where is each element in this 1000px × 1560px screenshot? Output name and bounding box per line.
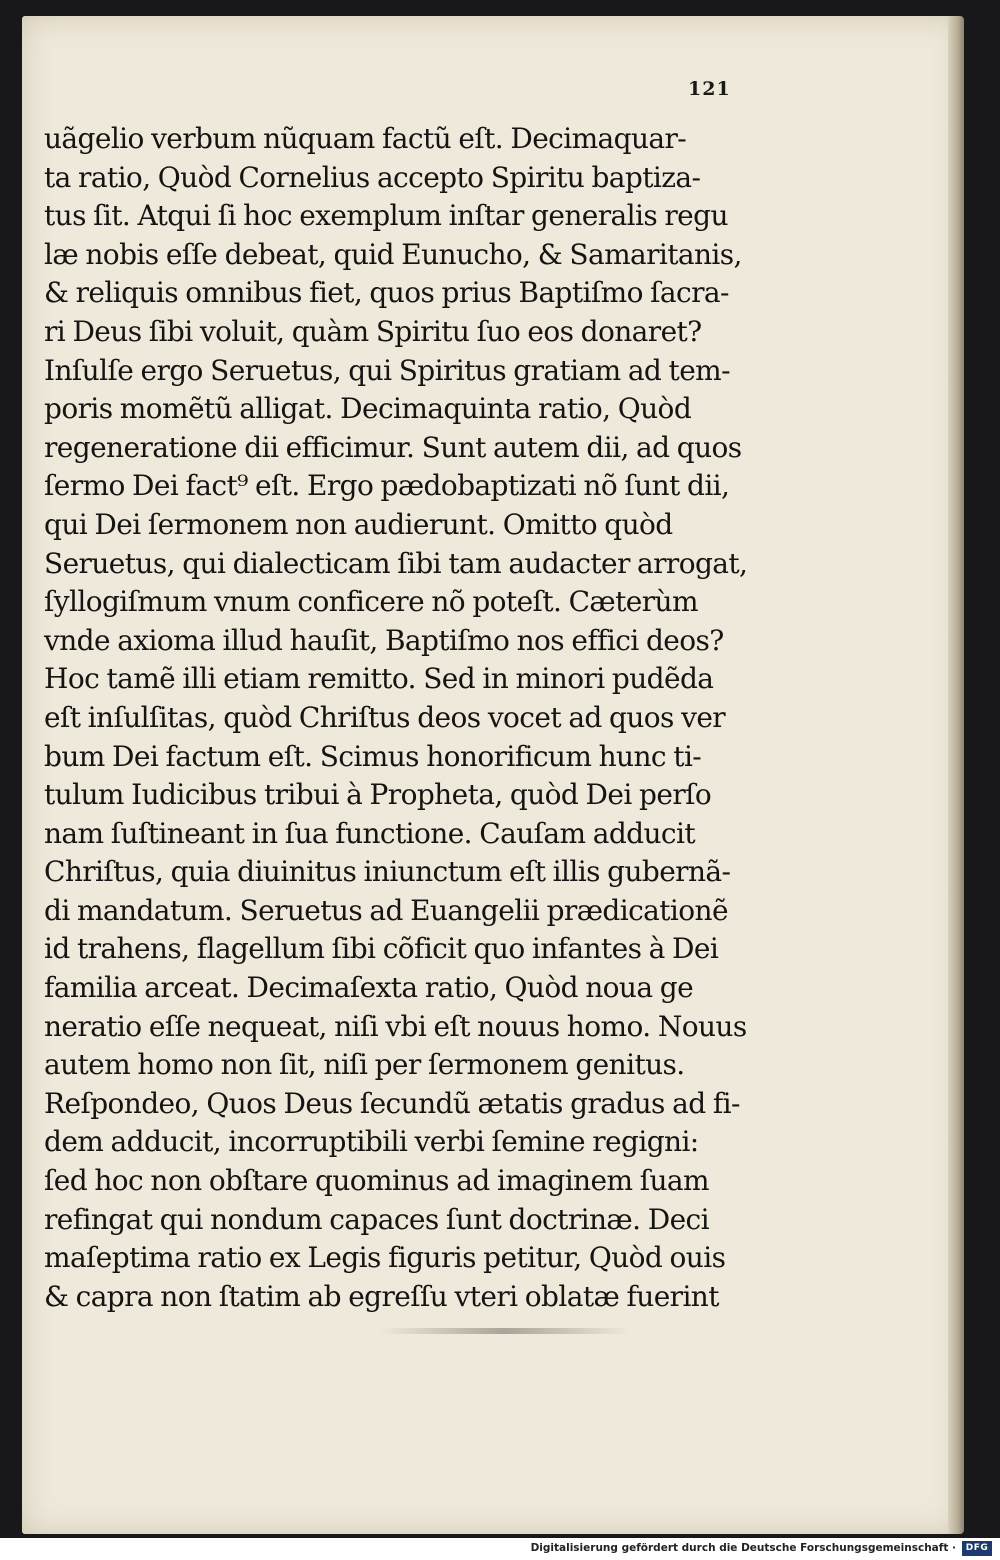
text-line: Hoc tamẽ illi etiam remitto. Sed in minori pudẽda: [44, 662, 714, 696]
text-line: ta ratio, Quòd Cornelius accepto Spiritu baptiza-: [44, 160, 701, 194]
text-line: familia arceat. Decimaſexta ratio, Quòd noua ge: [44, 971, 694, 1005]
text-line: Inſulſe ergo Seruetus, qui Spiritus gratiam ad tem-: [44, 353, 730, 387]
body-text: [44, 120, 748, 1316]
page-edge: [948, 16, 964, 1534]
text-line: læ nobis eſſe debeat, quid Eunucho, & Samaritanis,: [44, 237, 742, 271]
text-line: & capra non ſtatim ab egreſſu vteri oblatæ fuerint: [44, 1279, 719, 1313]
text-line: & reliquis omnibus fiet, quos prius Baptiſmo ſacra-: [44, 276, 729, 310]
text-line: refingat qui nondum capaces ſunt doctrinæ. Deci: [44, 1202, 709, 1236]
text-line: qui Dei ſermonem non audierunt. Omitto quòd: [44, 507, 673, 541]
text-line: autem homo non ſit, niſi per ſermonem genitus.: [44, 1048, 685, 1082]
digitization-credit: Digitalisierung gefördert durch die Deutsche Forschungsgemeinschaft ·: [530, 1542, 956, 1554]
dfg-logo: DFG: [962, 1541, 992, 1556]
text-line: maſeptima ratio ex Legis figuris petitur, Quòd ouis: [44, 1241, 726, 1275]
text-line: bum Dei factum eſt. Scimus honorificum hunc ti-: [44, 739, 702, 773]
text-line: dem adducit, incorruptibili verbi ſemine regigni:: [44, 1125, 699, 1159]
text-line: tus ſit. Atqui ſi hoc exemplum inſtar generalis regu: [44, 199, 728, 233]
text-line: neratio eſſe nequeat, niſi vbi eſt nouus homo. Nouus: [44, 1009, 747, 1043]
text-line: eſt inſulſitas, quòd Chriſtus deos vocet ad quos ver: [44, 700, 726, 734]
text-line: ri Deus ſibi voluit, quàm Spiritu ſuo eos donaret?: [44, 314, 702, 348]
text-line: tulum Iudicibus tribui à Propheta, quòd Dei perſo: [44, 778, 712, 812]
text-line: di mandatum. Seruetus ad Euangelii prædicationẽ: [44, 893, 728, 927]
text-line: nam ſuſtineant in ſua functione. Cauſam adducit: [44, 816, 696, 850]
text-line: poris momẽtũ alligat. Decimaquinta ratio, Quòd: [44, 392, 692, 426]
text-line: Chriſtus, quia diuinitus iniunctum eſt illis gubernã-: [44, 855, 731, 889]
text-line: Reſpondeo, Quos Deus ſecundũ ætatis gradus ad fi-: [44, 1086, 740, 1120]
next-line-shadow: [380, 1328, 630, 1334]
text-line: id trahens, flagellum ſibi cõficit quo infantes à Dei: [44, 932, 719, 966]
footer-bar: [0, 1538, 1000, 1560]
text-line: Seruetus, qui dialecticam ſibi tam audacter arrogat,: [44, 546, 748, 580]
text-line: vnde axioma illud hauſit, Baptiſmo nos effici deos?: [44, 623, 724, 657]
text-line: uãgelio verbum nũquam factũ eſt. Decimaquar-: [44, 122, 687, 155]
page-number: 121: [688, 78, 731, 100]
text-line: ſermo Dei fact⁹ eſt. Ergo pædobaptizati nõ ſunt dii,: [44, 469, 730, 503]
text-line: ſyllogiſmum vnum conficere nõ poteſt. Cæterùm: [44, 585, 698, 619]
text-line: ſed hoc non obſtare quominus ad imaginem ſuam: [44, 1164, 709, 1198]
text-line: regeneratione dii efficimur. Sunt autem dii, ad quos: [44, 430, 742, 464]
